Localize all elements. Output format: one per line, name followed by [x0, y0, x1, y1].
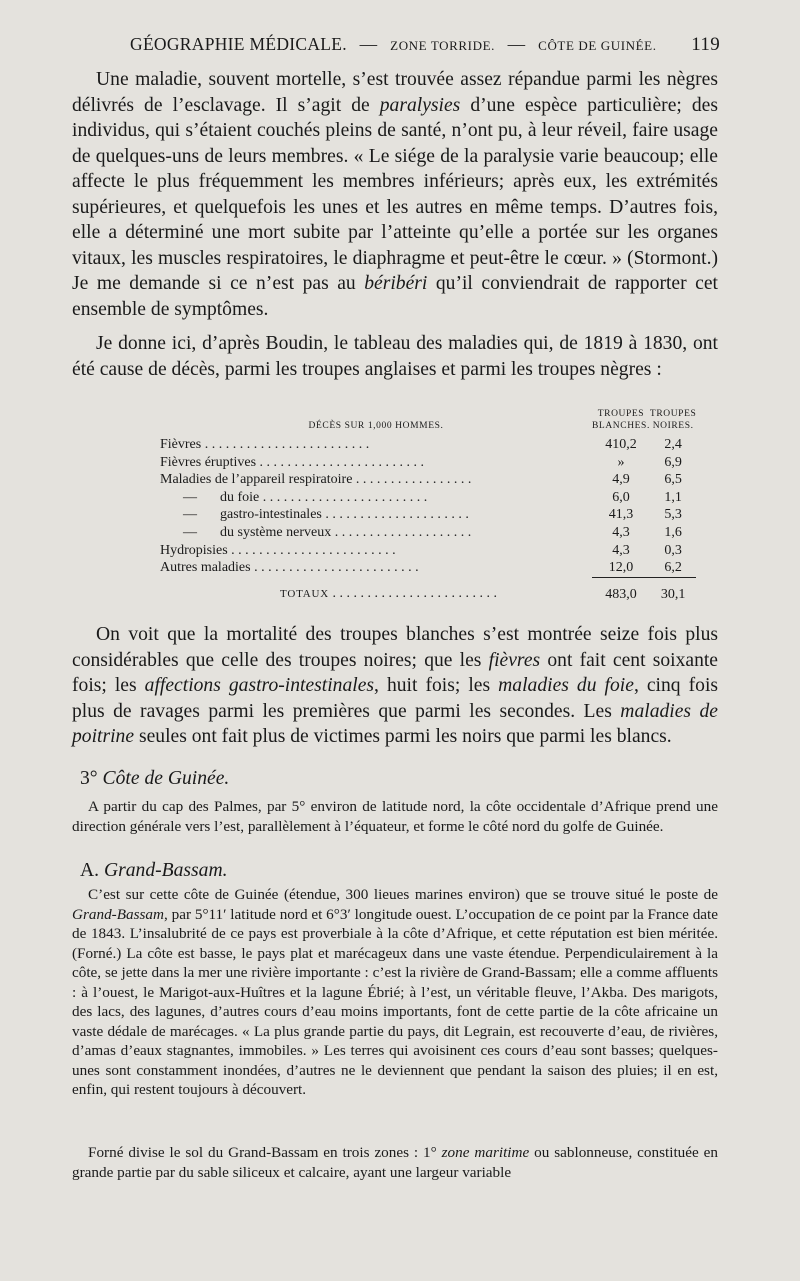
- body-paragraph-4: [72, 797, 718, 836]
- section-title: Grand-Bassam.: [103, 860, 228, 881]
- emphasis: Grand-Bassam: [72, 905, 164, 923]
- emphasis: maladies de poitrine: [72, 700, 718, 747]
- cell-white: 41,3: [608, 507, 634, 523]
- column-header-white: BLANCHES.: [592, 421, 650, 431]
- column-header-black: TROUPES: [649, 409, 697, 419]
- paragraph-text: ont fait cent soixante fois; les: [72, 649, 719, 696]
- table-row: [160, 489, 696, 507]
- emphasis: fièvres: [488, 649, 541, 671]
- section-letter: A.: [80, 860, 100, 881]
- header-title: GÉOGRAPHIE MÉDICALE.: [130, 34, 347, 54]
- paragraph-text: C’est sur cette côte de Guinée (étendue, 300 lieues marines environ) que se trouve situé le poste de: [88, 886, 718, 903]
- emphasis: maladies du foie: [498, 675, 634, 696]
- section-number: 3°: [80, 768, 98, 789]
- header-separator: —: [507, 34, 526, 54]
- body-paragraph-2: [72, 331, 718, 382]
- table-row: [160, 542, 696, 560]
- cell-black: 0,3: [664, 542, 682, 558]
- cell-black: 1,1: [664, 489, 682, 505]
- cell-white: »: [617, 454, 625, 470]
- paragraph-text: qu’il conviendrait de rapporter cet ensemble de symptômes.: [72, 273, 718, 320]
- running-header: [130, 34, 720, 55]
- cell-white: 12,0: [608, 560, 634, 576]
- paragraph-text: A partir du cap des Palmes, par 5° environ de latitude nord, la côte occidentale d’Afrique prend une direction générale vers l’est, parallèlement à l’équateur, et forme le côté nord du golfe de Guinée.: [72, 798, 718, 835]
- row-label: gastro-intestinales: [220, 507, 322, 523]
- row-label: du système nerveux: [220, 524, 332, 540]
- paragraph-text: , par 5°11′ latitude nord et 6°3′ longitude ouest. L’occupation de ce point par la France date de 1843. L’insalubrité de ce pays est proverbiale à la côte d’Afrique, et cette réputation est bien méritée. (Forné.) La côte est basse, le pays plat et marécageux dans une vaste étendue. Perpendiculairement à la côte, se jette dans la mer une rivière importante : c’est la rivière de Grand-Bassam; elle a comme affluents : à l’ouest, le Marigot-aux-Huîtres et la lagune Ébrié; à l’est, un véritable fleuve, l’Akba. Des marigots, des lacs, des lagunes, d’autres cours d’eau moins importants, font de cette partie de la côte africaine un vaste dédale de marécages. « La plus grande partie du pays, dit Legrain, est recouverte d’eau, de rivières, d’amas d’eaux stagnantes, immobiles. » Les terres qui avoisinent ces cours d’eau sont basses; quelques-unes sont constamment inondées, d’autres ne le deviennent que pendant la saison des pluies; il en est, enfin, qui restent toujours à découvert.: [72, 905, 718, 1098]
- total-black: 30,1: [650, 577, 696, 604]
- section-heading-3: [80, 768, 229, 790]
- section-title: Côte de Guinée.: [102, 768, 230, 789]
- emphasis-beriberi: béribéri: [364, 273, 428, 294]
- row-label: Autres maladies: [160, 560, 251, 576]
- cell-black: 6,9: [664, 454, 682, 470]
- total-label: TOTAUX: [280, 588, 329, 601]
- ditto-dash: —: [183, 507, 197, 523]
- mortality-table: [160, 408, 696, 604]
- ditto-dash: —: [183, 489, 197, 505]
- column-header-label: DÉCÈS SUR 1,000 HOMMES.: [308, 421, 444, 431]
- body-paragraph-6: [72, 1143, 718, 1182]
- table-row: [160, 454, 696, 472]
- paragraph-text: seules ont fait plus de victimes parmi les noirs que parmi les blancs.: [134, 726, 672, 747]
- emphasis: zone maritime: [441, 1144, 530, 1161]
- cell-white: 6,0: [612, 489, 630, 505]
- page-number: 119: [691, 34, 720, 55]
- paragraph-text: d’une espèce particulière; des individus, qui s’étaient couchés pleins de santé, n’ont pu, à leur réveil, faire usage de quelques-uns de leurs membres. « Le siége de la paralysie varie beaucoup; elle affecte le plus fréquemment les membres inférieurs; après eux, les extrémités supérieures, et quelquefois les unes et les autres en même temps. D’autres fois, elle a déterminé une mort subite par l’atteinte qu’elle a portée sur les organes vitaux, les muscles respiratoires, le diaphragme et peut-être le cœur. » (Stormont.) Je me demande si ce n’est pas au: [72, 94, 719, 294]
- row-label: du foie: [220, 489, 260, 505]
- table-row: [160, 471, 696, 489]
- body-paragraph-5: [72, 885, 718, 1100]
- paragraph-text: , cinq fois plus de ravages parmi les premières que parmi les secondes. Les: [72, 675, 719, 722]
- cell-black: 5,3: [664, 507, 682, 523]
- row-label: Maladies de l’appareil respiratoire: [160, 472, 353, 488]
- total-white: 483,0: [592, 577, 650, 604]
- paragraph-text: Forné divise le sol du Grand-Bassam en trois zones : 1°: [88, 1144, 442, 1161]
- emphasis: affections gastro-intestinales: [144, 675, 375, 696]
- cell-black: 6,5: [664, 472, 682, 488]
- row-label: Fièvres: [160, 437, 202, 452]
- row-label: Fièvres éruptives: [160, 454, 257, 470]
- paragraph-text: ou sablonneuse, constituée en grande partie par du sable siliceux et calcaire, ayant une largeur variable: [72, 1144, 718, 1181]
- header-separator: —: [359, 34, 378, 54]
- cell-white: 4,3: [612, 542, 630, 558]
- cell-white: 4,9: [612, 472, 630, 488]
- cell-black: 6,2: [664, 560, 682, 576]
- header-section-2: CÔTE DE GUINÉE.: [538, 38, 657, 53]
- cell-black: 1,6: [664, 524, 682, 540]
- cell-black: 2,4: [664, 437, 682, 452]
- section-heading-a: [80, 860, 228, 882]
- paragraph-text: , huit fois; les: [374, 675, 499, 696]
- cell-white: 410,2: [605, 437, 637, 452]
- body-paragraph-1: [72, 67, 718, 322]
- table-row: [160, 559, 696, 577]
- ditto-dash: —: [183, 524, 197, 540]
- table-total-row: [160, 577, 696, 604]
- paragraph-text: Je donne ici, d’après Boudin, le tableau des maladies qui, de 1819 à 1830, ont été cause de décès, parmi les troupes anglaises et parmi les troupes nègres :: [72, 333, 718, 380]
- cell-white: 4,3: [612, 524, 630, 540]
- table-row: [160, 436, 696, 454]
- column-header-white: TROUPES: [597, 409, 645, 419]
- body-paragraph-3: [72, 622, 718, 750]
- paragraph-text: Une maladie, souvent mortelle, s’est trouvée assez répandue parmi les nègres délivrés de l’esclavage. Il s’agit de: [72, 69, 718, 116]
- row-label: Hydropisies: [160, 542, 228, 558]
- table-row: [160, 524, 696, 542]
- column-header-black: NOIRES.: [652, 421, 694, 431]
- table-row: [160, 506, 696, 524]
- header-section-1: ZONE TORRIDE.: [390, 38, 495, 53]
- emphasis-paralysies: paralysies: [379, 94, 461, 116]
- table-header-row: [160, 408, 696, 436]
- paragraph-text: On voit que la mortalité des troupes blanches s’est montrée seize fois plus considérables que celle des troupes noires; que les: [72, 624, 718, 671]
